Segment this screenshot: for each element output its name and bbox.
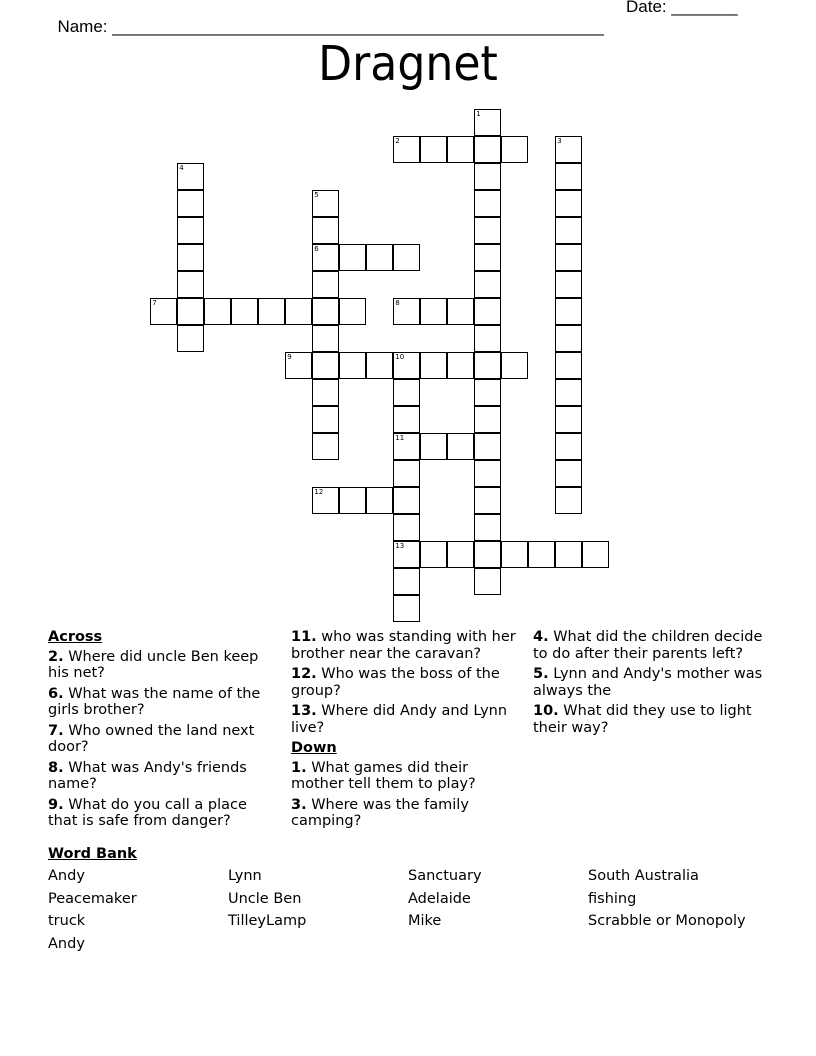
crossword-cell[interactable] bbox=[474, 325, 501, 352]
clue-down-4: 4. What did the children decide to do after their parents left? bbox=[533, 629, 763, 662]
crossword-cell[interactable] bbox=[474, 163, 501, 190]
crossword-cell[interactable] bbox=[312, 190, 339, 217]
clue-across-2: 2. Where did uncle Ben keep his net? bbox=[48, 648, 259, 681]
crossword-cell[interactable] bbox=[555, 433, 582, 460]
crossword-cell[interactable] bbox=[447, 433, 474, 460]
clue-across-12: 12. Who was the boss of the group? bbox=[291, 666, 500, 699]
crossword-cell[interactable] bbox=[258, 298, 285, 325]
word-bank bbox=[48, 845, 788, 953]
crossword-cell[interactable] bbox=[177, 325, 204, 352]
crossword-cell[interactable] bbox=[501, 541, 528, 568]
word-bank-item: fishing bbox=[588, 890, 637, 907]
crossword-cell[interactable] bbox=[312, 217, 339, 244]
crossword-cell[interactable] bbox=[474, 433, 501, 460]
crossword-cell[interactable] bbox=[339, 487, 366, 514]
crossword-cell[interactable] bbox=[447, 541, 474, 568]
crossword-cell[interactable] bbox=[474, 244, 501, 271]
clue-across-9: 9. What do you call a place that is safe from danger? bbox=[48, 796, 247, 829]
down-heading: Down bbox=[291, 740, 337, 756]
crossword-cell[interactable] bbox=[177, 271, 204, 298]
crossword-cell[interactable] bbox=[339, 298, 366, 325]
crossword-cell[interactable] bbox=[312, 406, 339, 433]
crossword-cell[interactable] bbox=[474, 352, 501, 379]
clue-number: 4 bbox=[179, 164, 184, 173]
clue-number: 11 bbox=[395, 434, 405, 443]
crossword-cell[interactable] bbox=[474, 487, 501, 514]
clue-across-6: 6. What was the name of the girls brother? bbox=[48, 685, 261, 718]
crossword-cell[interactable] bbox=[555, 163, 582, 190]
crossword-cell[interactable] bbox=[312, 271, 339, 298]
word-bank-heading: Word Bank bbox=[48, 846, 137, 862]
crossword-cell[interactable] bbox=[204, 298, 231, 325]
crossword-cell[interactable] bbox=[555, 379, 582, 406]
crossword-cell[interactable] bbox=[312, 244, 339, 271]
clue-number: 6 bbox=[314, 245, 319, 254]
crossword-cell[interactable] bbox=[150, 298, 177, 325]
crossword-cell[interactable] bbox=[312, 298, 339, 325]
crossword-cell[interactable] bbox=[177, 244, 204, 271]
clue-across-7: 7. Who owned the land next door? bbox=[48, 722, 255, 755]
clue-down-10: 10. What did they use to light their way? bbox=[533, 703, 752, 736]
crossword-cell[interactable] bbox=[393, 379, 420, 406]
crossword-cell[interactable] bbox=[420, 136, 447, 163]
crossword-cell[interactable] bbox=[555, 298, 582, 325]
clues-column-3 bbox=[533, 629, 768, 740]
crossword-cell[interactable] bbox=[393, 298, 420, 325]
page-title: Dragnet bbox=[318, 36, 498, 92]
crossword-cell[interactable] bbox=[555, 136, 582, 163]
clue-down-3: 3. Where was the family camping? bbox=[291, 796, 469, 829]
crossword-cell[interactable] bbox=[393, 541, 420, 568]
clue-down-5: 5. Lynn and Andy's mother was always the bbox=[533, 666, 763, 699]
clue-number: 1 bbox=[476, 110, 481, 119]
crossword-cell[interactable] bbox=[366, 244, 393, 271]
crossword-cell[interactable] bbox=[555, 244, 582, 271]
crossword-cell[interactable] bbox=[555, 271, 582, 298]
crossword-cell[interactable] bbox=[447, 298, 474, 325]
clue-number: 12 bbox=[314, 488, 324, 497]
word-bank-item: Peacemaker bbox=[48, 890, 137, 907]
crossword-cell[interactable] bbox=[474, 190, 501, 217]
crossword-cell[interactable] bbox=[393, 244, 420, 271]
crossword-cell[interactable] bbox=[474, 217, 501, 244]
word-bank-item: truck bbox=[48, 913, 86, 929]
crossword-cell[interactable] bbox=[177, 298, 204, 325]
clue-number: 8 bbox=[395, 299, 400, 308]
word-bank-item: TilleyLamp bbox=[228, 913, 307, 929]
clue-number: 7 bbox=[152, 299, 157, 308]
crossword-cell[interactable] bbox=[312, 379, 339, 406]
clues-column-2 bbox=[291, 629, 523, 834]
clue-number: 13 bbox=[395, 542, 405, 551]
crossword-cell[interactable] bbox=[474, 460, 501, 487]
word-bank-item: Mike bbox=[408, 913, 442, 929]
crossword-cell[interactable] bbox=[393, 514, 420, 541]
word-bank-item: Lynn bbox=[228, 868, 262, 884]
word-bank-item: Adelaide bbox=[408, 890, 471, 907]
crossword-cell[interactable] bbox=[474, 514, 501, 541]
crossword-cell[interactable] bbox=[420, 541, 447, 568]
crossword-cell[interactable] bbox=[582, 541, 609, 568]
crossword-cell[interactable] bbox=[528, 541, 555, 568]
crossword-cell[interactable] bbox=[312, 325, 339, 352]
crossword-cell[interactable] bbox=[393, 568, 420, 595]
crossword-cell[interactable] bbox=[555, 406, 582, 433]
crossword-cell[interactable] bbox=[474, 379, 501, 406]
crossword-cell[interactable] bbox=[393, 136, 420, 163]
crossword-cell[interactable] bbox=[393, 433, 420, 460]
crossword-cell[interactable] bbox=[501, 352, 528, 379]
word-bank-item: Andy bbox=[48, 868, 85, 884]
crossword-cell[interactable] bbox=[420, 433, 447, 460]
crossword-cell[interactable] bbox=[555, 460, 582, 487]
crossword-cell[interactable] bbox=[420, 298, 447, 325]
crossword-cell[interactable] bbox=[501, 136, 528, 163]
crossword-cell[interactable] bbox=[177, 163, 204, 190]
crossword-cell[interactable] bbox=[285, 352, 312, 379]
word-bank-item: Scrabble or Monopoly bbox=[588, 913, 746, 929]
crossword-cell[interactable] bbox=[474, 541, 501, 568]
date-field[interactable]: Date: _______ bbox=[626, 0, 738, 16]
crossword-cell[interactable] bbox=[474, 568, 501, 595]
crossword-cell[interactable] bbox=[474, 109, 501, 136]
crossword-cell[interactable] bbox=[555, 217, 582, 244]
crossword-cell[interactable] bbox=[366, 487, 393, 514]
clue-number: 2 bbox=[395, 137, 400, 146]
crossword-cell[interactable] bbox=[555, 190, 582, 217]
crossword-cell[interactable] bbox=[177, 190, 204, 217]
crossword-cell[interactable] bbox=[312, 487, 339, 514]
word-bank-item: Sanctuary bbox=[408, 868, 482, 884]
clue-across-8: 8. What was Andy's friends name? bbox=[48, 759, 247, 792]
crossword-cell[interactable] bbox=[393, 460, 420, 487]
crossword-cell[interactable] bbox=[447, 352, 474, 379]
crossword-cell[interactable] bbox=[420, 352, 447, 379]
crossword-cell[interactable] bbox=[474, 271, 501, 298]
clue-across-13: 13. Where did Andy and Lynn live? bbox=[291, 703, 508, 736]
name-field[interactable]: Name: ____________________________________________________ bbox=[57, 17, 604, 36]
word-bank-item: South Australia bbox=[588, 868, 699, 884]
crossword-cell[interactable] bbox=[555, 352, 582, 379]
crossword-cell[interactable] bbox=[393, 352, 420, 379]
across-heading: Across bbox=[48, 629, 103, 645]
crossword-cell[interactable] bbox=[312, 352, 339, 379]
clue-number: 5 bbox=[314, 191, 319, 200]
crossword-cell[interactable] bbox=[393, 487, 420, 514]
clue-number: 3 bbox=[557, 137, 562, 146]
crossword-cell[interactable] bbox=[177, 217, 204, 244]
crossword-cell[interactable] bbox=[555, 541, 582, 568]
clue-across-11: 11. who was standing with her brother near the caravan? bbox=[291, 629, 516, 662]
crossword-cell[interactable] bbox=[393, 406, 420, 433]
clue-down-1: 1. What games did their mother tell them to play? bbox=[291, 759, 476, 792]
crossword-cell[interactable] bbox=[474, 406, 501, 433]
crossword-cell[interactable] bbox=[555, 325, 582, 352]
crossword-cell[interactable] bbox=[555, 487, 582, 514]
crossword-cell[interactable] bbox=[474, 298, 501, 325]
crossword-cell[interactable] bbox=[366, 352, 393, 379]
crossword-cell[interactable] bbox=[339, 244, 366, 271]
crossword-cell[interactable] bbox=[393, 595, 420, 622]
crossword-cell[interactable] bbox=[447, 136, 474, 163]
clues-column-1 bbox=[48, 629, 280, 834]
word-bank-item: Andy bbox=[48, 935, 85, 952]
crossword-cell[interactable] bbox=[474, 136, 501, 163]
crossword-cell[interactable] bbox=[231, 298, 258, 325]
word-bank-list bbox=[48, 867, 788, 953]
crossword-cell[interactable] bbox=[312, 433, 339, 460]
crossword-cell[interactable] bbox=[285, 298, 312, 325]
crossword-cell[interactable] bbox=[339, 352, 366, 379]
clue-number: 10 bbox=[395, 353, 405, 362]
word-bank-item: Uncle Ben bbox=[228, 890, 302, 907]
clue-number: 9 bbox=[287, 353, 292, 362]
